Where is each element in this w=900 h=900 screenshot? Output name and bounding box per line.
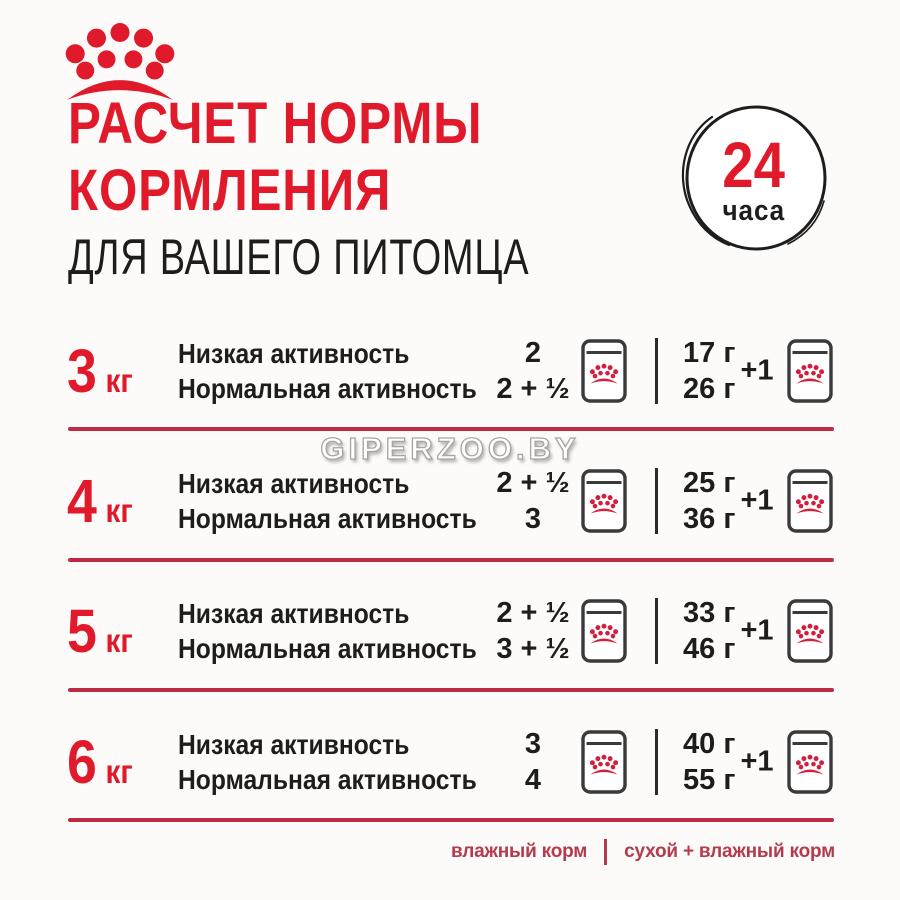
low-activity-label: Низкая активность bbox=[178, 598, 410, 629]
legend-divider bbox=[604, 839, 607, 865]
low-grams: 17 г bbox=[683, 337, 736, 369]
normal-grams: 36 г bbox=[683, 503, 736, 535]
weight-label-6kg bbox=[67, 728, 134, 796]
wet-food-pouch-icon bbox=[787, 599, 833, 663]
title-line2: КОРМЛЕНИЯ bbox=[68, 158, 392, 223]
low-pouch-count: 2 + ½ bbox=[496, 597, 570, 629]
weight-label-5kg bbox=[67, 597, 134, 665]
legend-dry-plus-wet-food: сухой + влажный корм bbox=[624, 841, 835, 862]
wet-food-pouch-icon bbox=[787, 339, 833, 403]
low-grams: 40 г bbox=[683, 728, 736, 760]
pouch-counts bbox=[470, 726, 596, 798]
weight-label-4kg bbox=[67, 467, 134, 535]
badge-hours-unit: часа bbox=[722, 195, 786, 227]
plus-one-pouch: +1 bbox=[740, 484, 774, 517]
weight-unit: кг bbox=[105, 362, 133, 399]
normal-pouch-count: 4 bbox=[524, 764, 542, 796]
legend-wet-food: влажный корм bbox=[451, 841, 588, 862]
weight-number: 4 bbox=[67, 467, 97, 535]
badge-hours-value: 24 bbox=[722, 129, 786, 201]
page-subtitle: ДЛЯ ВАШЕГО ПИТОМЦА bbox=[68, 229, 530, 285]
row-divider bbox=[68, 558, 834, 562]
page-title bbox=[68, 90, 555, 224]
normal-pouch-count: 3 + ½ bbox=[496, 633, 570, 665]
weight-label-3kg bbox=[67, 337, 134, 405]
wet-food-pouch-icon bbox=[581, 339, 627, 403]
weight-number: 3 bbox=[67, 337, 97, 405]
weight-unit: кг bbox=[105, 622, 133, 659]
plus-one-pouch: +1 bbox=[740, 354, 774, 387]
normal-pouch-count: 3 bbox=[524, 503, 542, 535]
normal-grams: 55 г bbox=[683, 764, 736, 796]
weight-number: 5 bbox=[67, 597, 97, 665]
wet-food-pouch-icon bbox=[581, 599, 627, 663]
pouch-counts bbox=[470, 335, 596, 407]
table-row-3kg bbox=[65, 306, 835, 436]
legend bbox=[451, 839, 835, 865]
low-activity-label: Низкая активность bbox=[178, 468, 410, 499]
plus-one-pouch: +1 bbox=[740, 614, 774, 647]
low-grams: 25 г bbox=[683, 467, 736, 499]
normal-grams: 26 г bbox=[683, 373, 736, 405]
row-divider bbox=[68, 818, 834, 822]
badge-content bbox=[666, 93, 842, 267]
low-activity-label: Низкая активность bbox=[178, 338, 410, 369]
table-row-4kg bbox=[65, 436, 835, 566]
pouch-counts bbox=[470, 465, 596, 537]
low-pouch-count: 2 bbox=[524, 337, 542, 369]
column-divider bbox=[655, 598, 658, 664]
normal-activity-label: Нормальная активность bbox=[178, 633, 477, 664]
wet-food-pouch-icon bbox=[581, 469, 627, 533]
table-row-6kg bbox=[65, 697, 835, 827]
table-row-5kg bbox=[65, 566, 835, 696]
activity-labels bbox=[178, 727, 477, 797]
low-grams: 33 г bbox=[683, 597, 736, 629]
normal-activity-label: Нормальная активность bbox=[178, 373, 477, 404]
weight-unit: кг bbox=[105, 753, 133, 790]
wet-food-pouch-icon bbox=[787, 730, 833, 794]
wet-food-pouch-icon bbox=[787, 469, 833, 533]
column-divider bbox=[655, 729, 658, 795]
pouch-counts bbox=[470, 595, 596, 667]
weight-number: 6 bbox=[67, 728, 97, 796]
activity-labels bbox=[178, 336, 477, 406]
low-pouch-count: 3 bbox=[524, 728, 542, 760]
normal-pouch-count: 2 + ½ bbox=[496, 373, 570, 405]
badge-24-hours bbox=[666, 93, 842, 267]
activity-labels bbox=[178, 596, 477, 666]
column-divider bbox=[655, 338, 658, 404]
row-divider bbox=[68, 427, 834, 431]
column-divider bbox=[655, 468, 658, 534]
wet-food-pouch-icon bbox=[581, 730, 627, 794]
low-activity-label: Низкая активность bbox=[178, 729, 410, 760]
normal-grams: 46 г bbox=[683, 633, 736, 665]
watermark: GIPERZOO.BY bbox=[320, 431, 580, 466]
low-pouch-count: 2 + ½ bbox=[496, 467, 570, 499]
normal-activity-label: Нормальная активность bbox=[178, 764, 477, 795]
title-line1: РАСЧЕТ НОРМЫ bbox=[68, 91, 483, 156]
weight-unit: кг bbox=[105, 492, 133, 529]
row-divider bbox=[68, 688, 834, 692]
normal-activity-label: Нормальная активность bbox=[178, 503, 477, 534]
plus-one-pouch: +1 bbox=[740, 745, 774, 778]
activity-labels bbox=[178, 466, 477, 536]
